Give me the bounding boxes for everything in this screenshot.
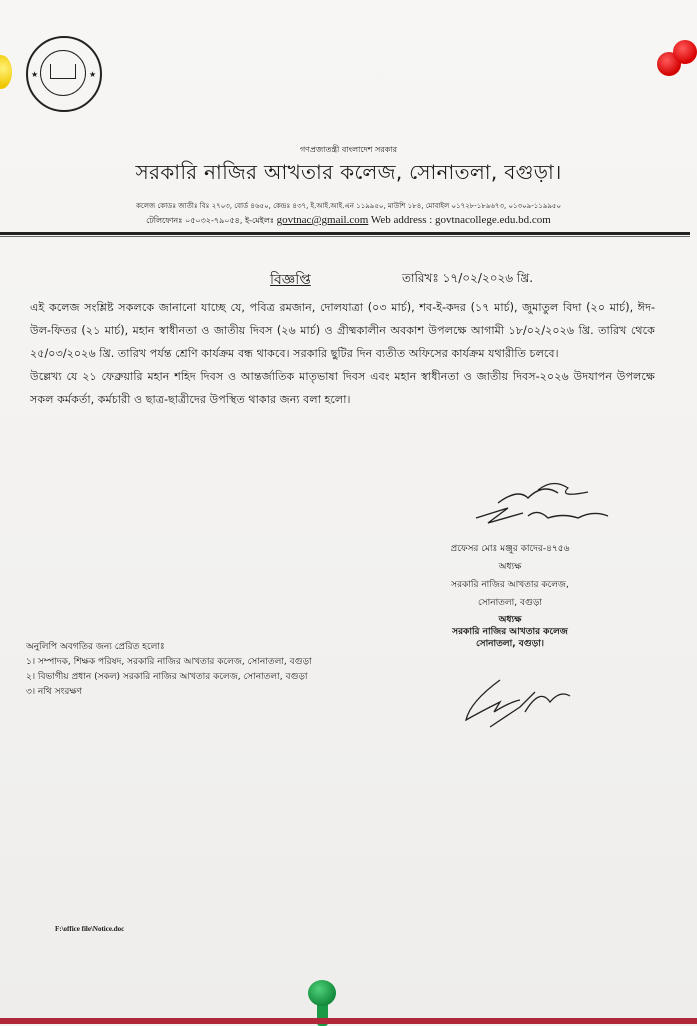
principal-stamp: [400, 614, 620, 650]
email-link[interactable]: govtnac@gmail.com: [276, 214, 369, 226]
signatory-name: প্রফেসর মোঃ মঞ্জুর কাদের-৪৭৫৬: [450, 544, 570, 554]
letterhead-divider-thin: [0, 236, 690, 237]
star-icon: ★: [31, 70, 39, 79]
notice-paragraph-2: উল্লেখ্য যে ২১ ফেব্রুয়ারি মহান শহিদ দিবস ও আন্তর্জাতিক মাতৃভাষা দিবস এবং মহান স্বাধীনতা ও জাতীয় দিবস-২০২৬ উদযাপন উপলক্ষে সকল কর্মকর্তা, কর্মচারী ও ছাত্র-ছাত্রীদের উপস্থিত থাকার জন্য বলা হলো।: [30, 370, 655, 406]
web-address: Web address : govtnacollege.edu.bd.com: [370, 214, 551, 226]
copy-item: ৩। নথি সংরক্ষণ: [26, 687, 83, 697]
signatory-location: সোনাতলা, বগুড়া: [477, 598, 542, 608]
copy-item: ১। সম্পাদক, শিক্ষক পরিষদ, সরকারি নাজির আখতার কলেজ, সোনাতলা, বগুড়া: [26, 657, 312, 667]
notice-title: বিজ্ঞপ্তি: [270, 272, 311, 288]
book-icon: [50, 64, 76, 79]
college-seal-logo: [26, 36, 102, 112]
second-signature: [460, 672, 580, 732]
star-icon: ★: [89, 70, 97, 79]
notice-body: [30, 296, 655, 411]
signatory-block: [400, 540, 620, 612]
stamp-location: সোনাতলা, বগুড়া।: [475, 639, 545, 649]
principal-signature: [468, 478, 618, 538]
signatory-designation: অধ্যক্ষ: [498, 562, 522, 572]
bottom-edge: [0, 1018, 697, 1024]
stamp-title: অধ্যক্ষ: [498, 615, 522, 625]
college-codes: কলেজ কোডঃ জাতীঃ বিঃ ২৭০৩, বোর্ড ৪৬৫০, কেন্দ্রঃ ৪৩৭, ই.আই.আই.এন ১১৯৯৫০, মাউশি ১৮৪, মোবাইল ০১৭২৮-১৮৯৬৭৩, ০১৩০৯-১১৯৯৫০: [135, 202, 562, 210]
signatory-institution: সরকারি নাজির আখতার কলেজ,: [451, 580, 569, 590]
stamp-institution: সরকারি নাজির আখতার কলেজ: [452, 627, 568, 637]
college-name: সরকারি নাজির আখতার কলেজ, সোনাতলা, বগুড়া।: [135, 160, 562, 184]
red-pushpin-icon: [657, 40, 695, 78]
contact-line: [0, 214, 697, 228]
government-heading: গণপ্রজাতন্ত্রী বাংলাদেশ সরকার: [299, 145, 398, 154]
phone-label: টেলিফোনঃ ০৫০৩২-৭৯০৫৪, ই-মেইলঃ: [146, 216, 275, 225]
notice-date: তারিখঃ ১৭/০২/২০২৬ খ্রি.: [402, 271, 534, 285]
notice-paragraph-1: এই কলেজ সংশ্লিষ্ট সকলকে জানানো যাচ্ছে যে, পবিত্র রমজান, দোলযাত্রা (০৩ মার্চ), শব-ই-কদর (১৭ মার্চ), জুমাতুল বিদা (২০ মার্চ), ঈদ-উল-ফিতর (২১ মার্চ), মহান স্বাধীনতা ও জাতীয় দিবস (২৬ মার্চ) ও গ্রীষ্মকালীন অবকাশ উপলক্ষে আগামী ১৮/০২/২০২৬ খ্রি. তারিখ থেকে ২৫/০৩/২০২৬ খ্রি. তারিখ পর্যন্ত শ্রেণি কার্যক্রম বন্ধ থাকবে। সরকারি ছুটির দিন ব্যতীত অফিসের কার্যক্রম যথারীতি চলবে।: [30, 301, 655, 360]
file-path: F:\office file\Notice.doc: [55, 925, 125, 933]
copy-heading: অনুলিপি অবগতির জন্য প্রেরিত হলোঃ: [26, 642, 165, 652]
letterhead-divider: [0, 232, 690, 235]
copy-item: ২। বিভাগীয় প্রধান (সকল) সরকারি নাজির আখতার কলেজ, সোনাতলা, বগুড়া: [26, 672, 308, 682]
copy-distribution: [26, 640, 312, 700]
